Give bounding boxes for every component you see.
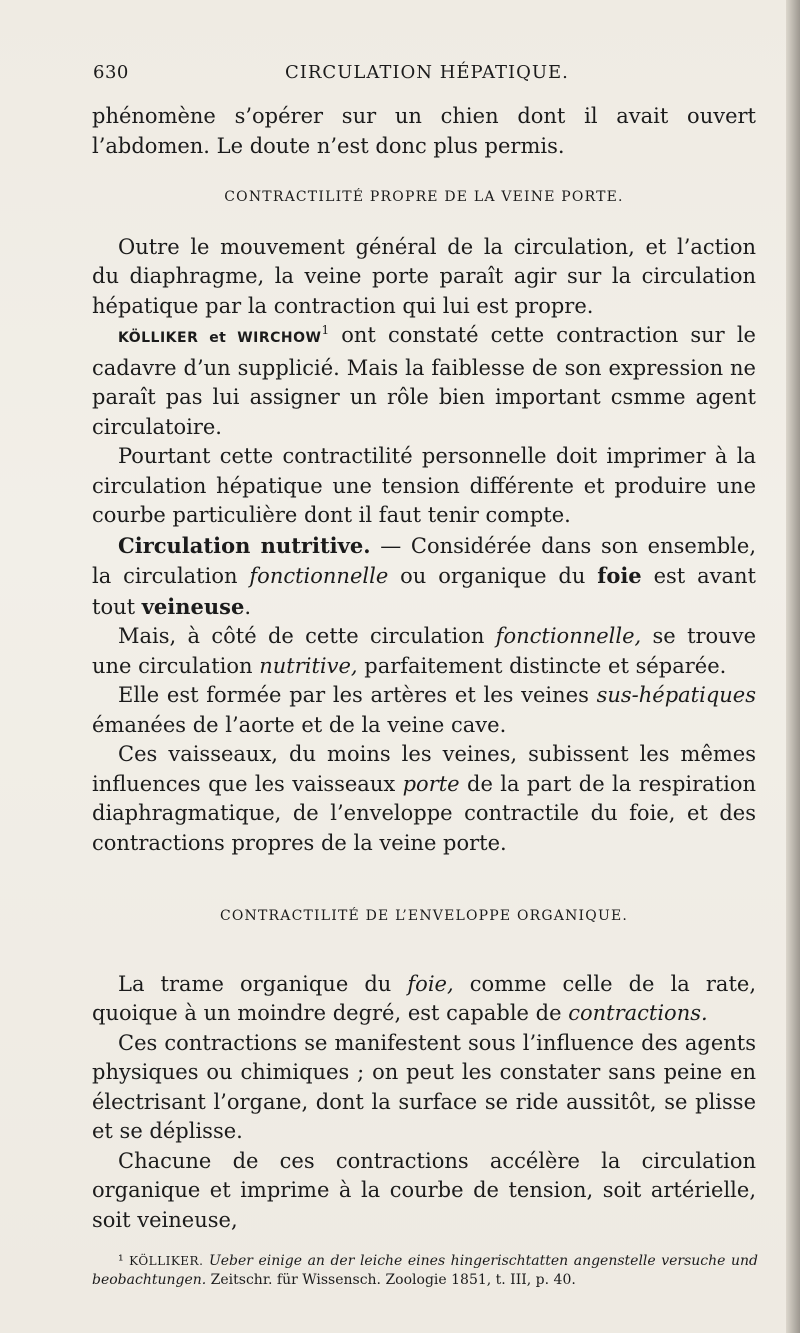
- italic-term: nutritive,: [259, 653, 358, 678]
- text-run: parfaitement distincte et séparée.: [357, 653, 727, 678]
- italic-term: fonctionnelle: [249, 564, 389, 588]
- body-text: [92, 102, 756, 1235]
- text-run: Mais, à côté de cette circulation: [118, 624, 496, 648]
- footnote: [92, 1252, 758, 1290]
- paragraph: Outre le mouvement général de la circulation, et l’action du diaphragme, la veine porte paraît agir sur la circulation hépatique par la contraction qui lui est propre.: [92, 234, 756, 318]
- footnote-author: KÖLLIKER.: [129, 1254, 204, 1268]
- paragraph: [92, 681, 756, 740]
- paragraph: [92, 622, 756, 681]
- footnote-ref: 1: [321, 323, 330, 337]
- text-run: émanées de l’aorte et de la veine cave.: [92, 712, 507, 737]
- footnote-mark: ¹: [118, 1253, 124, 1269]
- running-title: CIRCULATION HÉPATIQUE.: [285, 62, 569, 83]
- paragraph: [92, 740, 756, 858]
- footnote-source: Zeitschr. für Wissensch. Zoologie 1851, t. III, p. 40.: [206, 1272, 576, 1288]
- section-heading-veine-porte: CONTRACTILITÉ PROPRE DE LA VEINE PORTE.: [224, 189, 624, 205]
- italic-term: sus-hépatiques: [596, 683, 756, 707]
- text-run: est avant tout: [92, 564, 756, 619]
- section-heading-enveloppe: CONTRACTILITÉ DE L’ENVELOPPE ORGANIQUE.: [219, 908, 629, 924]
- page-edge-shadow: [786, 0, 800, 1333]
- bold-term: foie: [597, 563, 642, 588]
- text-run: La trame organique du: [118, 971, 408, 996]
- text-run: .: [244, 594, 252, 619]
- bold-term: veineuse: [141, 593, 245, 619]
- page-header: [93, 62, 753, 92]
- paragraph: [92, 531, 756, 623]
- text-run: ou organique du: [388, 564, 598, 588]
- text-run: Ces vaisseaux, du moins les veines, subissent les mêmes influences que les vaisseaux: [92, 742, 756, 796]
- footnote-title: Ueber einige an der leiche eines hingerischtatten angenstelle versuche und beobachtungen.: [92, 1253, 758, 1288]
- text-run: Elle est formée par les artères et les veines: [118, 683, 597, 707]
- italic-term: foie,: [407, 971, 454, 996]
- italic-term: contractions.: [568, 1001, 708, 1025]
- text-run: comme celle de la rate, quoique à un moindre degré, est capable de: [92, 971, 756, 1025]
- paragraph-continuation: phénomène s’opérer sur un chien dont il avait ouvert l’abdomen. Le doute n’est donc plus permis.: [92, 104, 756, 158]
- italic-term: porte: [402, 771, 460, 796]
- italic-term: fonctionnelle,: [495, 624, 642, 648]
- text-run: de la part de la respiration diaphragmatique, de l’enveloppe contractile du foie, et des contractions propres de la veine porte.: [92, 771, 756, 855]
- footnote-text: [92, 1252, 758, 1290]
- page-number: 630: [93, 62, 129, 83]
- author-names: KÖLLIKER et WIRCHOW: [118, 330, 322, 346]
- run-in-heading: Circulation nutritive.: [118, 532, 371, 558]
- paragraph: Ces contractions se manifestent sous l’influence des agents physiques ou chimiques ; on peut les constater sans peine en électrisant l’organe, dont la surface se ride aussitôt, se plisse et se déplisse.: [92, 1030, 756, 1143]
- paragraph: Pourtant cette contractilité personnelle doit imprimer à la circulation hépatique une tension différente et produire une courbe particulière dont il faut tenir compte.: [92, 444, 756, 527]
- paragraph: [92, 970, 756, 1029]
- paragraph: [92, 321, 756, 442]
- text-run: — Considérée dans son ensemble, la circulation: [92, 533, 756, 588]
- paragraph-text: ont constaté cette contraction sur le cadavre d’un supplicié. Mais la faiblesse de son expression ne paraît pas lui assigner un rôle bien important csmme agent circulatoire.: [92, 323, 756, 439]
- text-run: se trouve une circulation: [92, 624, 756, 678]
- paragraph: Chacune de ces contractions accélère la circulation organique et imprime à la courbe de tension, soit artérielle, soit veineuse,: [92, 1148, 756, 1232]
